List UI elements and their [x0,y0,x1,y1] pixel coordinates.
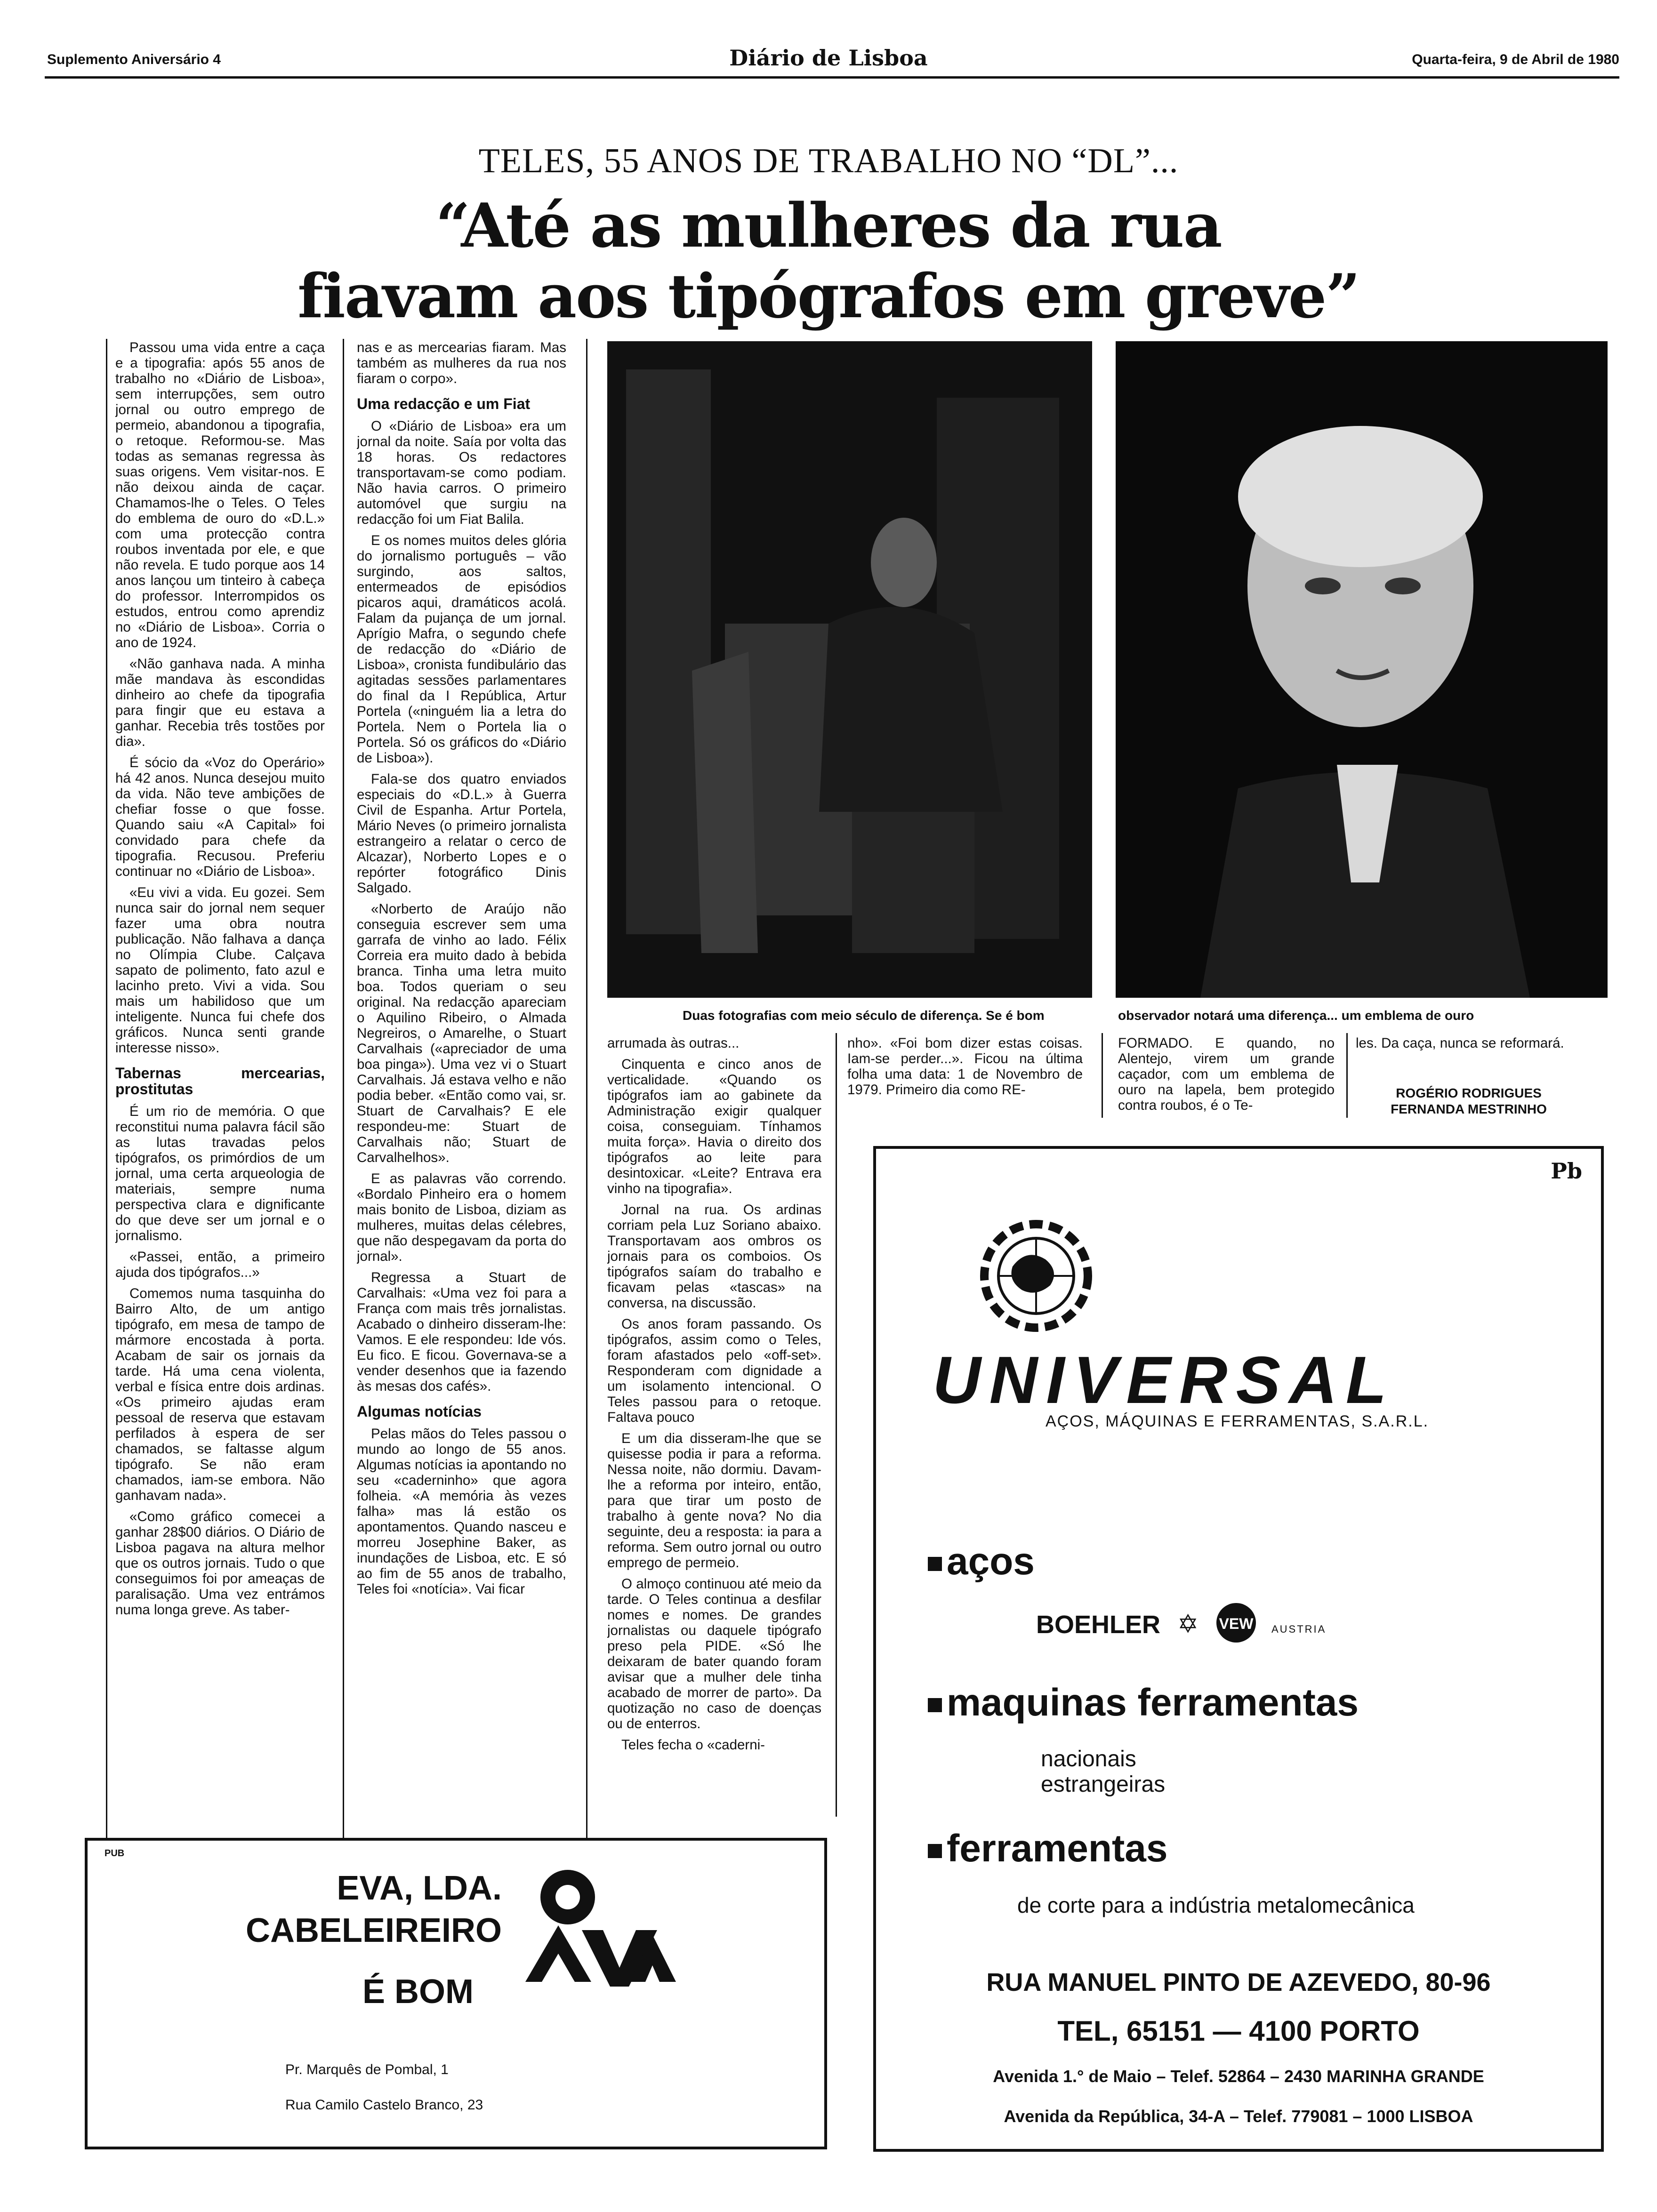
paragraph: Jornal na rua. Os ardinas corriam pela Luz Soriano abaixo. Transportavam aos ombros os jornais para os comboios. Os tipógrafos saíam do trabalho e ficavam pelas «tascas» na conversa, na discussão. [607,1202,821,1311]
ad-eva-line3: É BOM [362,1973,474,2011]
photo-caption-right: observador notará uma diferença... um emblema de ouro [1118,1008,1474,1023]
ad-eva-line2: CABELEIREIRO [245,1912,502,1949]
subheading: Algumas notícias [357,1403,482,1420]
column-rule [586,339,587,1850]
paragraph: arrumada às outras... [607,1035,740,1051]
paragraph: «Como gráfico comecei a ganhar 28$00 diários. O Diário de Lisboa pagava na altura melhor que os outros jornais. Tudo o que conseguimos foi por ameaças de paralisação. Uma vez entrámos numa longa greve. As taber- [115,1509,325,1618]
paragraph: Cinquenta e cinco anos de verticalidade. «Quando os tipógrafos iam ao gabinete da Administração exigir qualquer coisa, conseguiam. Tínhamos muita força». Havia o direito dos tipógrafos ao leite para desintoxicar. «Leite? Entrava era vinho na tipografia». [607,1057,821,1196]
paragraph: E um dia disseram-lhe que se quisesse podia ir para a reforma. Nessa noite, não dormiu. Davam-lhe a reforma por inteiro, então, para que tirar um posto de trabalho à gente nova? No dia seguinte, deu a resposta: ia para a reforma. Sem outro jornal ou outro emprego de permeio. [607,1431,821,1571]
article-column-6 [1356,1035,1572,1073]
article-column-5 [1118,1035,1335,1120]
ad-eva-cabeleireiro [85,1838,827,2149]
headline-line-1: “Até as mulheres da rua [435,191,1222,261]
article-column-3 [607,1035,821,1817]
gear-globe-logo-icon [970,1215,1102,1337]
star-icon: ✡ [1177,1610,1199,1638]
headline-line-2: fiavam aos tipógrafos em greve” [298,261,1359,332]
paragraph: O «Diário de Lisboa» era um jornal da noite. Saía por volta das 18 horas. Os redactores transportavam-se como podiam. Não havia carros. O primeiro automóvel que surgiu na redacção foi um Fiat Balila. [357,418,566,527]
column-rule [343,339,344,1850]
vew-logo-text: VEW [1219,1615,1254,1632]
paragraph: Comemos numa tasquinha do Bairro Alto, de um antigo tipógrafo, em mesa de tampo de mármore encostada à porta. Acabam de sair os jornais da tarde. Há uma cena violenta, verbal e física entre dois ardinas. «Os primeiro ajudas eram pessoal de reserva que estavam perfilados à espera de ser chamados, se faltasse algum tipógrafo. Se não eram chamados, iam-se embora. Não ganhavam nada». [115,1286,325,1503]
masthead-date: Quarta-feira, 9 de Abril de 1980 [1412,52,1619,67]
masthead-rule [45,76,1619,79]
eva-logo-icon [521,1864,676,2005]
photo-older-typographer-image [1116,341,1608,998]
column-rule [106,339,107,1850]
paragraph: Regressa a Stuart de Carvalhais: «Uma vez foi para a França com mais três jornalistas. Acabado o dinheiro disseram-lhe: Vamos. E ele respondeu: Ide vós. Eu fico. E ficou. Governava-se a vender desenhos que ia fazendo às mesas dos cafés». [357,1270,566,1394]
ad-universal [873,1146,1604,2152]
paragraph: nas e as mercearias fiaram. Mas também as mulheres da rua nos fiaram o corpo». [357,340,566,386]
ad-item-ferramentas-sub: de corte para a indústria metalomecânica [1017,1893,1415,1917]
brand-vew-country: AUSTRIA [1271,1623,1327,1635]
paragraph: É um rio de memória. O que reconstitui numa palavra fácil são as lutas travadas pelos tipógrafos, os primórdios de um jornal, uma certa arqueologia de materiais, sempre numa perspectiva clara e dignificante do que deve ser um jornal e o jornalismo. [115,1104,325,1243]
masthead-title: Diário de Lisboa [729,45,928,71]
ad-universal-branch-2: Avenida da República, 34-A – Telef. 779081 – 1000 LISBOA [1004,2107,1473,2126]
paragraph: FORMADO. E quando, no Alentejo, virem um grande caçador, com um emblema de ouro na lapela, bem protegido contra roubos, é o Te- [1118,1035,1335,1113]
ad-corner-mark: Pb [1551,1158,1582,1184]
ad-universal-subtitle: AÇOS, MÁQUINAS E FERRAMENTAS, S.A.R.L. [1046,1412,1429,1430]
article-kicker: TELES, 55 ANOS DE TRABALHO NO “DL”... [478,142,1179,180]
paragraph: «Norberto de Araújo não conseguia escrever sem uma garrafa de vinho ao lado. Félix Correia era muito dado à bebida branca. Tinha uma letra muito boa. Todos queriam o seu original. Na redacção apareciam o Aquilino Ribeiro, o Almada Negreiros, o Amarelhe, o Stuart Carvalhais («apreciador de uma boa pinga»). Uma vez vi o Stuart Carvalhais. Já estava velho e não podia beber. «Então como vai, sr. Stuart de Carvalhais? E ele respondeu-me: Stuart de Carvalhais não; Stuart de Carvalhelhos». [357,901,566,1165]
paragraph: «Passei, então, a primeiro ajuda dos tipógrafos...» [115,1249,325,1280]
paragraph: Teles fecha o «caderni- [621,1737,765,1753]
ad-item-ferramentas-label: ferramentas [947,1827,1168,1870]
byline [1346,1085,1591,1117]
column-rule [836,1033,837,1817]
article-column-4 [847,1035,1083,1120]
byline-author-1: ROGÉRIO RODRIGUES [1396,1086,1542,1100]
ad-universal-branch-1: Avenida 1.° de Maio – Telef. 52864 – 2430 MARINHA GRANDE [993,2067,1484,2086]
ad-item-maquinas-sub1: nacionais [1041,1747,1136,1771]
column-rule [1102,1033,1103,1118]
ad-tag: PUB [105,1848,125,1859]
paragraph: «Não ganhava nada. A minha mãe mandava às escondidas dinheiro ao chefe da tipografia para fingir que eu estava a ganhar. Recebia três tostões por dia». [115,656,325,749]
ad-universal-title: UNIVERSAL [933,1343,1395,1418]
masthead-left: Suplemento Aniversário 4 [47,52,221,67]
ad-item-acos-label: aços [947,1540,1035,1583]
subheading: Uma redacção e um Fiat [357,395,531,412]
article-column-1 [115,340,325,1851]
paragraph: O almoço continuou até meio da tarde. O Teles continua a desfilar nomes e nomes. De grandes jornalistas ou daquele tipógrafo preso pela PIDE. «Só lhe deixaram de bater quando foram avisar que a mulher dele tinha acabado de morrer de parto». Da quotização no caso de doenças ou de enterros. [607,1576,821,1731]
paragraph: E os nomes muitos deles glória do jornalismo português – vão surgindo, aos saltos, entermeados de episódios picaros aqui, dramáticos acolá. Falam da pujança de um jornal. Aprígio Mafra, o segundo chefe de redacção do «Diário de Lisboa», cronista fundibulário das agitadas sessões parlamentares do final da I República, Artur Portela («ninguém lia a letra do Portela. Nem o Portela lia o Portela. Só os gráficos do «Diário de Lisboa»). [357,533,566,766]
photo-caption-left: Duas fotografias com meio século de diferença. Se é bom [683,1008,1045,1023]
paragraph: Fala-se dos quatro enviados especiais do «D.L.» à Guerra Civil de Espanha. Artur Portela, Mário Neves (o primeiro jornalista estrangeiro a relatar o cerco de Alcazar), Norberto Lopes e o repórter fotográfico Dinis Salgado. [357,771,566,896]
ad-item-ferramentas [928,1827,1167,1871]
ad-item-acos [928,1539,1035,1584]
ad-item-maquinas-sub [1041,1747,1165,1797]
paragraph: E as palavras vão correndo. «Bordalo Pinheiro era o homem mais bonito de Lisboa, diziam as mulheres, muitas delas célebres, que não despegavam da porta do jornal». [357,1171,566,1264]
article-column-2 [357,340,566,1851]
ad-item-maquinas-sub2: estrangeiras [1041,1772,1166,1797]
ad-eva-address-1: Pr. Marquês de Pombal, 1 [285,2062,449,2077]
paragraph: Passou uma vida entre a caça e a tipografia: após 55 anos de trabalho no «Diário de Lisboa», sem interrupções, sem outro jornal ou outro emprego de permeio, abandonou a tipografia, o retoque. Reformou-se. Mas todas as semanas regressa às suas origens. Vem visitar-nos. E não deixou ainda de caçar. Chamamos-lhe o Teles. O Teles do emblema de ouro do «D.L.» com uma protecção contra roubos inventada por ele, e que não revela. E tudo porque aos 14 anos lançou um tinteiro à cabeça do professor. Interrompidos os estudos, entrou como aprendiz no «Diário de Lisboa». Corria o ano de 1924. [115,340,325,650]
ad-eva-line1: EVA, LDA. [337,1869,502,1907]
vew-logo-icon [1215,1602,1257,1644]
paragraph: Os anos foram passando. Os tipógrafos, assim como o Teles, foram afastados pelo «off-set». Responderam com dignidade a um isolamento intencional. O Teles passou para o retoque. Faltava pouco [607,1316,821,1425]
photo-older-typographer [1116,341,1608,998]
paragraph: É sócio da «Voz do Operário» há 42 anos. Nunca desejou muito da vida. Não teve ambições de chefiar fosse o que fosse. Quando saiu «A Capital» foi convidado para chefe da tipografia. Recusou. Preferiu continuar no «Diário de Lisboa». [115,755,325,879]
photo-young-typographer-image [607,341,1092,998]
photo-young-typographer [607,341,1092,998]
ad-item-maquinas-label: maquinas ferramentas [947,1681,1359,1724]
paragraph: Pelas mãos do Teles passou o mundo ao longo de 55 anos. Algumas notícias ia apontando no seu «caderninho» que agora folheia. «A memória às vezes falha» mas lá estão os apontamentos. Quando nasceu e morreu Josephine Baker, as inundações de Lisboa, etc. E só ao fim de 55 anos de trabalho, Teles foi «notícia». Vai ficar [357,1426,566,1597]
paragraph: nho». «Foi bom dizer estas coisas. Iam-se perder...». Ficou na última folha uma data: 1 de Novembro de 1979. Primeiro dia como RE- [847,1035,1083,1098]
ad-universal-phone: TEL, 65151 — 4100 PORTO [1057,2015,1420,2047]
ad-eva-address-2: Rua Camilo Castelo Branco, 23 [285,2097,483,2113]
paragraph: «Eu vivi a vida. Eu gozei. Sem nunca sair do jornal nem sequer fazer uma obra noutra publicação. Não falhava a dança no Olímpia Clube. Calçava sapato de polimento, fato azul e lacinho preto. Vivi a vida. Sou mais um habilidoso que um inteligente. Nunca fui chefe dos gráficos. Nunca senti grande interesse nisso». [115,885,325,1056]
subheading: Tabernas mercearias, prostitutas [115,1065,325,1098]
byline-author-2: FERNANDA MESTRINHO [1391,1102,1547,1116]
paragraph: les. Da caça, nunca se reformará. [1356,1035,1564,1051]
ad-universal-address: RUA MANUEL PINTO DE AZEVEDO, 80-96 [986,1968,1491,1996]
brand-boehler: BOEHLER [1036,1611,1161,1639]
ad-item-maquinas [928,1681,1359,1725]
